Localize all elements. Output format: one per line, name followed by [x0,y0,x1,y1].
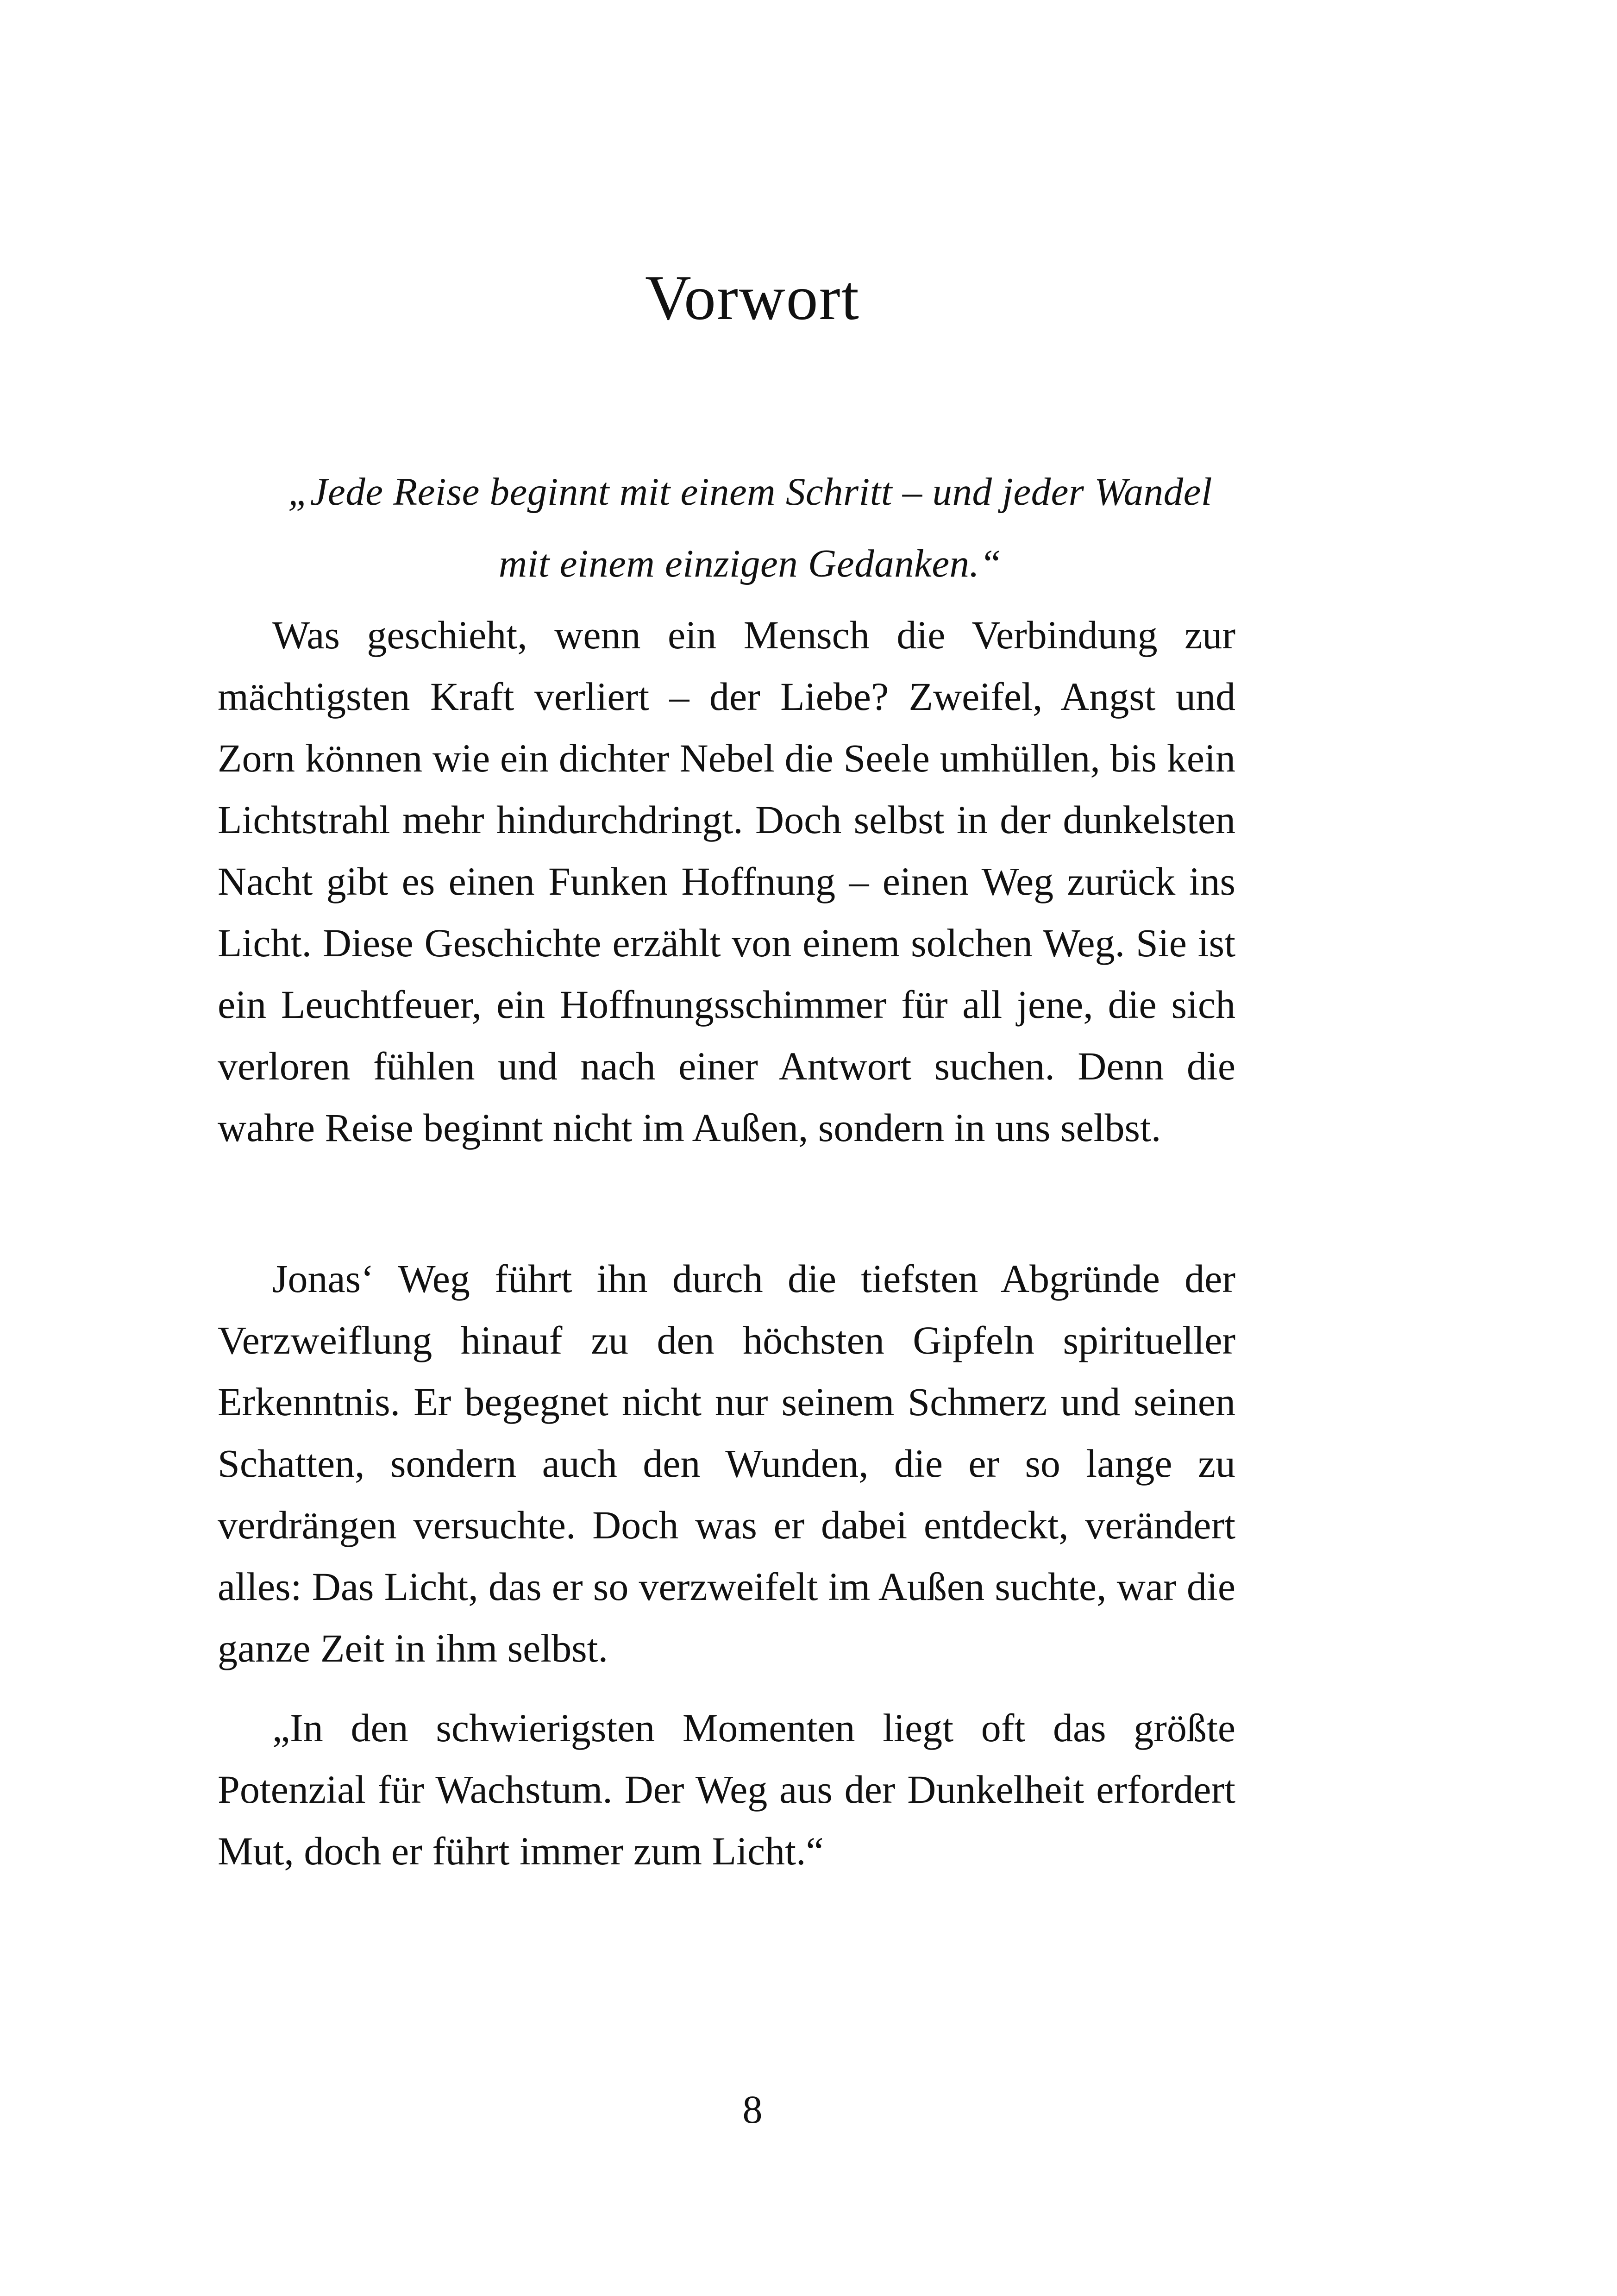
paragraph-2: Jonas‘ Weg führt ihn durch die tiefsten Abgründe der Verzweiflung hinauf zu den höchsten Gipfeln spiritueller Erkenntnis. Er begegnet nicht nur seinem Schmerz und seinen Schatten, sondern auch den Wunden, die er so lange zu verdrängen versuchte. Doch was er dabei entdeckt, verändert alles: Das Licht, das er so verzweifelt im Außen suchte, war die ganze Zeit in ihm selbst. [218,1256,1235,1670]
paragraph-3: „In den schwierigsten Momenten liegt oft das größte Potenzial für Wachstum. Der Weg aus der Dunkelheit erfordert Mut, doch er führt immer zum Licht.“ [218,1706,1235,1873]
page-number: 8 [742,2087,763,2132]
chapter-title: Vorwort [645,262,860,333]
epigraph-quote: „Jede Reise beginnt mit einem Schritt – und jeder Wandel mit einem einzigen Gedanken.“ [288,470,1212,585]
paragraph-1: Was geschieht, wenn ein Mensch die Verbindung zur mächtigsten Kraft verliert – der Liebe? Zweifel, Angst und Zorn können wie ein dichter Nebel die Seele umhüllen, bis kein Lichtstrahl mehr hindurchdringt. Doch selbst in der dunkelsten Nacht gibt es einen Funken Hoffnung – einen Weg zurück ins Licht. Diese Geschichte erzählt von einem solchen Weg. Sie ist ein Leuchtfeuer, ein Hoffnungsschimmer für all jene, die sich verloren fühlen und nach einer Antwort suchen. Denn die wahre Reise beginnt nicht im Außen, sondern in uns selbst. [218,613,1235,1150]
